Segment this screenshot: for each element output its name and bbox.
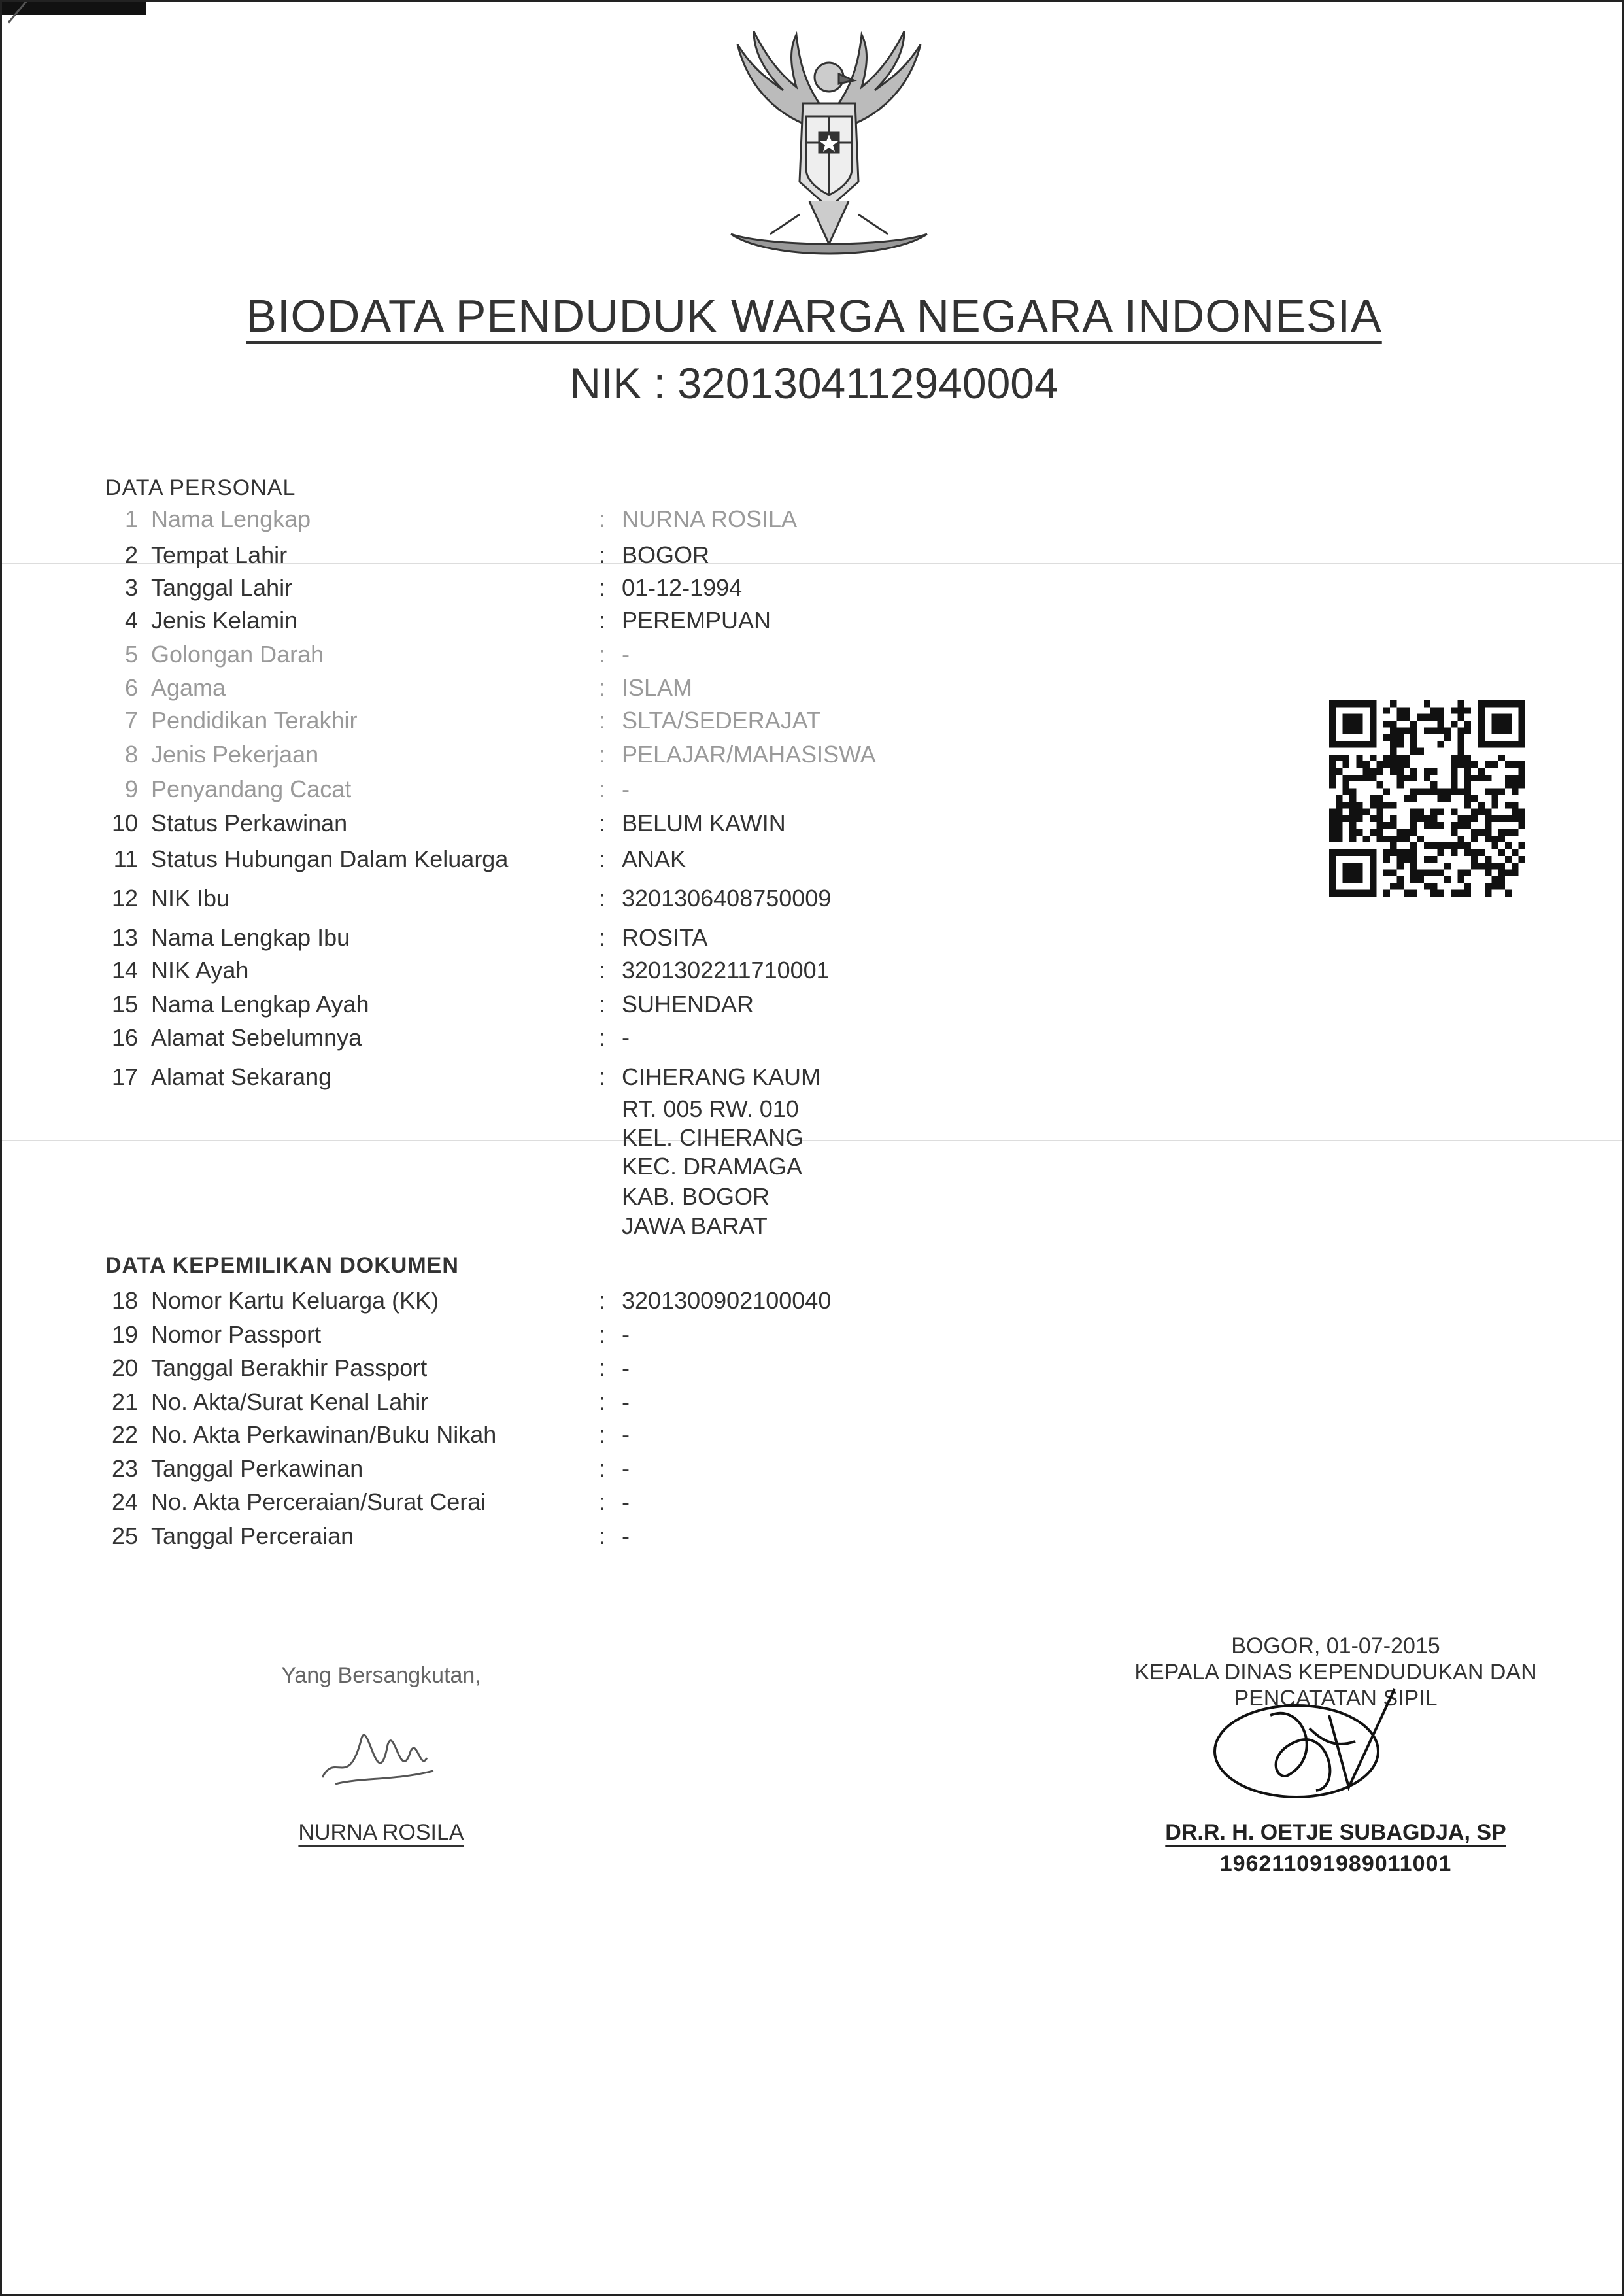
row-number: 6 — [124, 674, 138, 701]
row-colon: : — [599, 505, 606, 532]
row-value: - — [622, 1488, 630, 1515]
row-value: PEREMPUAN — [622, 607, 771, 634]
row-colon: : — [599, 741, 606, 768]
data-row — [105, 574, 1217, 607]
data-row — [105, 846, 1217, 878]
row-value: 3201306408750009 — [622, 885, 832, 912]
row-label: Jenis Kelamin — [151, 607, 298, 634]
row-colon: : — [599, 641, 606, 668]
data-row — [105, 1488, 1217, 1521]
document-title: BIODATA PENDUDUK WARGA NEGARA INDONESIA — [246, 290, 1382, 341]
row-number: 17 — [111, 1063, 138, 1090]
row-colon: : — [599, 846, 606, 872]
row-colon: : — [599, 1388, 606, 1415]
row-label: Pendidikan Terakhir — [151, 707, 358, 734]
row-number: 25 — [111, 1522, 138, 1549]
data-row — [105, 541, 1217, 574]
row-value: BELUM KAWIN — [622, 810, 786, 836]
row-number: 12 — [111, 885, 138, 912]
row-label: Jenis Pekerjaan — [151, 741, 319, 768]
data-row — [105, 641, 1217, 674]
row-label: Status Hubungan Dalam Keluarga — [151, 846, 509, 872]
signature-left-label: Yang Bersangkutan, — [281, 1663, 481, 1688]
row-number: 11 — [113, 846, 138, 872]
data-row — [105, 607, 1217, 640]
row-number: 3 — [124, 574, 138, 601]
row-number: 21 — [111, 1388, 138, 1415]
nik-heading: NIK : 3201304112940004 — [569, 359, 1058, 407]
row-colon: : — [599, 1522, 606, 1549]
qr-code-icon — [1329, 700, 1525, 897]
row-label: Nama Lengkap — [151, 505, 311, 532]
row-value: - — [622, 1421, 630, 1448]
row-label: Nama Lengkap Ibu — [151, 924, 350, 951]
data-row — [105, 991, 1217, 1023]
data-row — [105, 924, 1217, 957]
data-row — [105, 1063, 1217, 1096]
row-number: 19 — [111, 1321, 138, 1348]
row-number: 18 — [111, 1287, 138, 1314]
address-line: KEC. DRAMAGA — [622, 1153, 803, 1180]
data-row — [105, 1024, 1217, 1057]
data-row — [105, 1321, 1217, 1354]
row-label: Agama — [151, 674, 226, 701]
signature-right-title-line1: KEPALA DINAS KEPENDUDUKAN DAN — [1134, 1660, 1537, 1685]
signature-right-place-date: BOGOR, 01-07-2015 — [1231, 1634, 1440, 1658]
row-label: Penyandang Cacat — [151, 776, 352, 802]
row-colon: : — [599, 1063, 606, 1090]
row-value: BOGOR — [622, 541, 710, 568]
row-label: Tanggal Berakhir Passport — [151, 1354, 428, 1381]
row-colon: : — [599, 1321, 606, 1348]
row-label: Alamat Sekarang — [151, 1063, 332, 1090]
row-value: - — [622, 1455, 630, 1482]
row-value: ISLAM — [622, 674, 693, 701]
row-number: 8 — [124, 741, 138, 768]
data-row — [105, 1354, 1217, 1387]
data-row — [105, 1421, 1217, 1454]
section-documents: DATA KEPEMILIKAN DOKUMEN — [105, 1253, 459, 1278]
row-value: - — [622, 1024, 630, 1051]
row-label: Nomor Passport — [151, 1321, 322, 1348]
row-number: 13 — [111, 924, 138, 951]
row-number: 16 — [111, 1024, 138, 1051]
row-value: 3201302211710001 — [622, 957, 830, 984]
data-row — [105, 741, 1217, 774]
signature-right-name: DR.R. H. OETJE SUBAGDJA, SP — [1165, 1820, 1506, 1845]
data-row — [105, 957, 1217, 989]
data-row — [105, 674, 1217, 707]
row-value: 01-12-1994 — [622, 574, 743, 601]
row-label: No. Akta/Surat Kenal Lahir — [151, 1388, 429, 1415]
row-number: 20 — [111, 1354, 138, 1381]
row-colon: : — [599, 991, 606, 1018]
row-colon: : — [599, 707, 606, 734]
signature-right-title-line2: PENCATATAN SIPIL — [1234, 1686, 1438, 1711]
row-colon: : — [599, 957, 606, 984]
address-line: JAWA BARAT — [622, 1212, 768, 1239]
row-label: Tanggal Perkawinan — [151, 1455, 364, 1482]
row-label: No. Akta Perceraian/Surat Cerai — [151, 1488, 486, 1515]
row-value: NURNA ROSILA — [622, 505, 798, 532]
row-colon: : — [599, 1024, 606, 1051]
row-value: - — [622, 1522, 630, 1549]
signature-left-drawing — [296, 1699, 453, 1810]
row-number: 10 — [111, 810, 138, 836]
scan-artifact-line — [2, 1140, 1624, 1141]
data-row — [105, 505, 1217, 538]
data-row — [105, 1455, 1217, 1488]
row-label: No. Akta Perkawinan/Buku Nikah — [151, 1421, 497, 1448]
row-colon: : — [599, 810, 606, 836]
signature-left-name: NURNA ROSILA — [298, 1820, 464, 1845]
row-colon: : — [599, 776, 606, 802]
section-personal: DATA PERSONAL — [105, 475, 296, 500]
row-label: Tanggal Perceraian — [151, 1522, 354, 1549]
row-label: NIK Ibu — [151, 885, 230, 912]
row-value: - — [622, 1321, 630, 1348]
data-row — [105, 1388, 1217, 1421]
row-value: ROSITA — [622, 924, 708, 951]
row-label: Alamat Sebelumnya — [151, 1024, 362, 1051]
row-colon: : — [599, 541, 606, 568]
address-line: RT. 005 RW. 010 — [622, 1095, 799, 1122]
data-row — [105, 1522, 1217, 1555]
row-value: 3201300902100040 — [622, 1287, 832, 1314]
data-row — [105, 885, 1217, 917]
row-number: 14 — [111, 957, 138, 984]
row-number: 24 — [111, 1488, 138, 1515]
row-label: NIK Ayah — [151, 957, 249, 984]
signature-right-nip: 196211091989011001 — [1219, 1851, 1452, 1876]
row-number: 4 — [124, 607, 138, 634]
row-colon: : — [599, 924, 606, 951]
row-value: PELAJAR/MAHASISWA — [622, 741, 876, 768]
data-row — [105, 1287, 1217, 1320]
garuda-emblem-icon — [692, 18, 966, 280]
row-number: 1 — [124, 505, 138, 532]
row-label: Nomor Kartu Keluarga (KK) — [151, 1287, 439, 1314]
row-label: Tempat Lahir — [151, 541, 288, 568]
row-number: 2 — [124, 541, 138, 568]
row-value: ANAK — [622, 846, 686, 872]
row-value: - — [622, 776, 630, 802]
row-label: Nama Lengkap Ayah — [151, 991, 369, 1018]
row-number: 5 — [124, 641, 138, 668]
row-label: Golongan Darah — [151, 641, 324, 668]
data-row — [105, 810, 1217, 842]
row-colon: : — [599, 1354, 606, 1381]
row-value: SLTA/SEDERAJAT — [622, 707, 821, 734]
row-number: 9 — [124, 776, 138, 802]
data-row — [105, 707, 1217, 740]
row-colon: : — [599, 674, 606, 701]
data-row — [105, 776, 1217, 808]
address-line: KAB. BOGOR — [622, 1183, 770, 1210]
row-colon: : — [599, 607, 606, 634]
row-number: 15 — [111, 991, 138, 1018]
row-value: - — [622, 1388, 630, 1415]
row-label: Tanggal Lahir — [151, 574, 293, 601]
row-colon: : — [599, 1421, 606, 1448]
row-colon: : — [599, 1488, 606, 1515]
row-value: - — [622, 641, 630, 668]
row-label: Status Perkawinan — [151, 810, 348, 836]
row-value: CIHERANG KAUM — [622, 1063, 821, 1090]
row-colon: : — [599, 574, 606, 601]
row-value: SUHENDAR — [622, 991, 754, 1018]
signature-right-drawing — [1198, 1676, 1434, 1826]
row-number: 23 — [111, 1455, 138, 1482]
row-colon: : — [599, 885, 606, 912]
address-line: KEL. CIHERANG — [622, 1124, 804, 1151]
row-number: 7 — [124, 707, 138, 734]
row-number: 22 — [111, 1421, 138, 1448]
row-value: - — [622, 1354, 630, 1381]
row-colon: : — [599, 1455, 606, 1482]
row-colon: : — [599, 1287, 606, 1314]
